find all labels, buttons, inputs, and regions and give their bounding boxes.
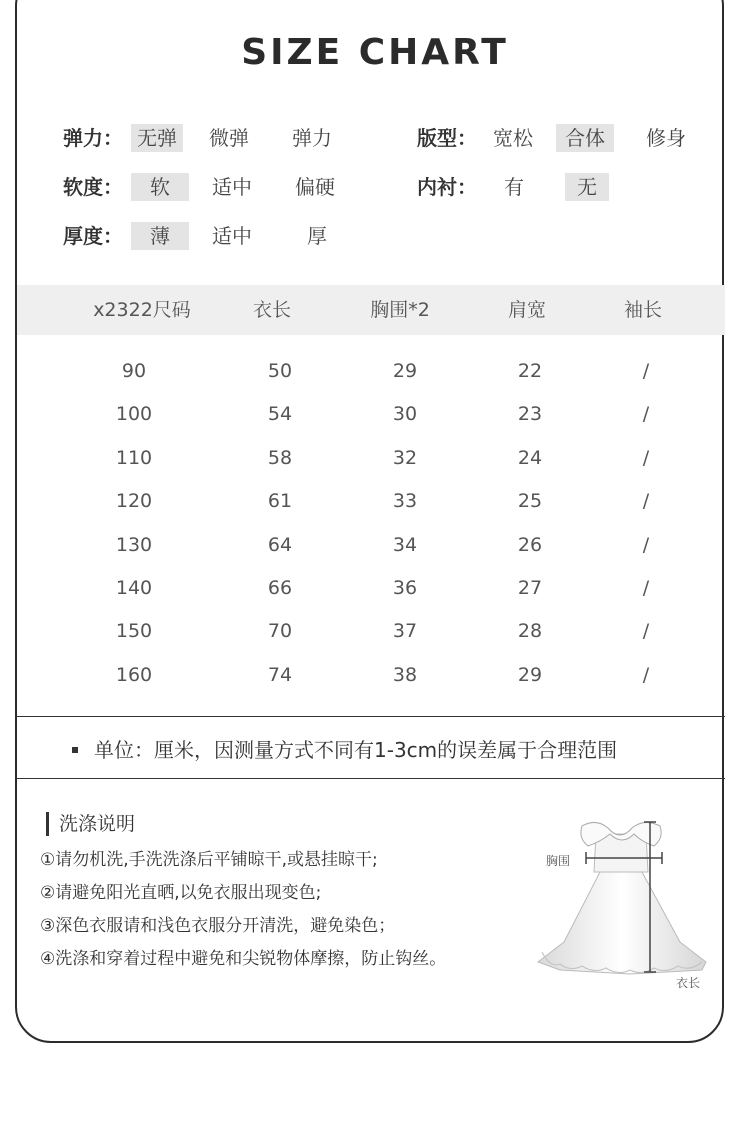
washing-item: ③深色衣服请和浅色衣服分开清洗，避免染色； <box>40 916 396 936</box>
table-cell: / <box>642 533 650 556</box>
table-cell: 66 <box>267 577 293 599</box>
table-cell: 110 <box>115 446 153 469</box>
fit-option-loose: 宽松 <box>493 126 533 150</box>
table-cell: 29 <box>392 360 418 382</box>
table-cell: 130 <box>115 533 153 556</box>
table-cell: 36 <box>392 577 418 599</box>
table-cell: 34 <box>392 533 418 556</box>
washing-item: ④洗涤和穿着过程中避免和尖锐物体摩擦，防止钩丝。 <box>40 949 447 969</box>
washing-item: ②请避免阳光直晒,以免衣服出现变色; <box>40 883 322 903</box>
table-cell: 26 <box>517 533 543 556</box>
table-cell: 27 <box>517 577 543 599</box>
fit-label: 版型： <box>417 126 477 150</box>
washing-item: ①请勿机洗,手洗洗涤后平铺晾干,或悬挂晾干; <box>40 850 378 870</box>
softness-option-medium: 适中 <box>212 175 252 199</box>
table-cell: 74 <box>267 663 293 686</box>
table-cell: 70 <box>267 620 293 643</box>
thickness-label: 厚度： <box>63 224 123 248</box>
lining-label: 内衬： <box>417 175 477 199</box>
softness-option-soft: 软 <box>131 173 189 201</box>
table-cell: / <box>642 360 650 382</box>
column-header-size: x2322尺码 <box>93 299 191 321</box>
table-cell: 25 <box>517 490 543 513</box>
table-cell: 100 <box>115 403 153 426</box>
table-cell: / <box>642 663 650 686</box>
table-cell: 150 <box>115 620 153 643</box>
table-cell: / <box>642 490 650 513</box>
bullet-icon <box>72 747 78 753</box>
table-cell: 30 <box>392 403 418 426</box>
table-cell: 29 <box>517 663 543 686</box>
table-cell: 37 <box>392 620 418 643</box>
fit-option-slim: 修身 <box>646 126 686 150</box>
thickness-option-medium: 适中 <box>212 224 252 248</box>
chest-label: 胸围 <box>546 854 571 868</box>
unit-note <box>72 736 617 764</box>
lining-option-yes: 有 <box>504 175 524 199</box>
softness-label: 软度： <box>63 175 123 199</box>
elasticity-label: 弹力： <box>63 126 123 150</box>
fit-option-regular: 合体 <box>556 124 614 152</box>
size-table-header <box>17 285 725 335</box>
table-cell: 24 <box>517 446 543 469</box>
table-cell: 120 <box>115 490 153 513</box>
table-cell: 90 <box>121 360 147 382</box>
dress-illustration <box>530 812 720 992</box>
table-cell: 140 <box>115 577 153 599</box>
column-header-sleeve: 袖长 <box>623 299 662 321</box>
table-cell: 23 <box>517 403 543 426</box>
table-cell: 22 <box>517 360 543 382</box>
table-cell: 160 <box>115 663 153 686</box>
table-cell: 61 <box>267 490 293 513</box>
column-header-length: 衣长 <box>252 299 291 321</box>
unit-note-text: 单位：厘米，因测量方式不同有1-3cm的误差属于合理范围 <box>94 738 618 762</box>
table-cell: 58 <box>267 446 293 469</box>
length-label: 衣长 <box>676 976 701 990</box>
table-cell: / <box>642 620 650 643</box>
divider <box>17 716 725 717</box>
thickness-option-thick: 厚 <box>307 224 327 248</box>
softness-option-stiff: 偏硬 <box>295 175 335 199</box>
dress-measurement-diagram <box>530 812 720 992</box>
elasticity-option-none: 无弹 <box>131 124 183 152</box>
table-cell: 64 <box>267 533 293 556</box>
column-header-chest: 胸围*2 <box>370 299 430 321</box>
table-cell: 28 <box>517 620 543 643</box>
table-cell: / <box>642 446 650 469</box>
table-cell: 38 <box>392 663 418 686</box>
table-cell: 32 <box>392 446 418 469</box>
column-header-shoulder: 肩宽 <box>507 299 546 321</box>
elasticity-option-stretch: 弹力 <box>292 126 332 150</box>
washing-title: 洗涤说明 <box>46 812 135 836</box>
table-cell: / <box>642 403 650 426</box>
divider <box>17 778 725 779</box>
table-cell: / <box>642 577 650 599</box>
thickness-option-thin: 薄 <box>131 222 189 250</box>
page-title: SIZE CHART <box>241 32 509 73</box>
table-cell: 50 <box>267 360 293 382</box>
table-cell: 33 <box>392 490 418 513</box>
lining-option-no: 无 <box>565 173 609 201</box>
table-cell: 54 <box>267 403 293 426</box>
elasticity-option-slight: 微弹 <box>209 126 249 150</box>
